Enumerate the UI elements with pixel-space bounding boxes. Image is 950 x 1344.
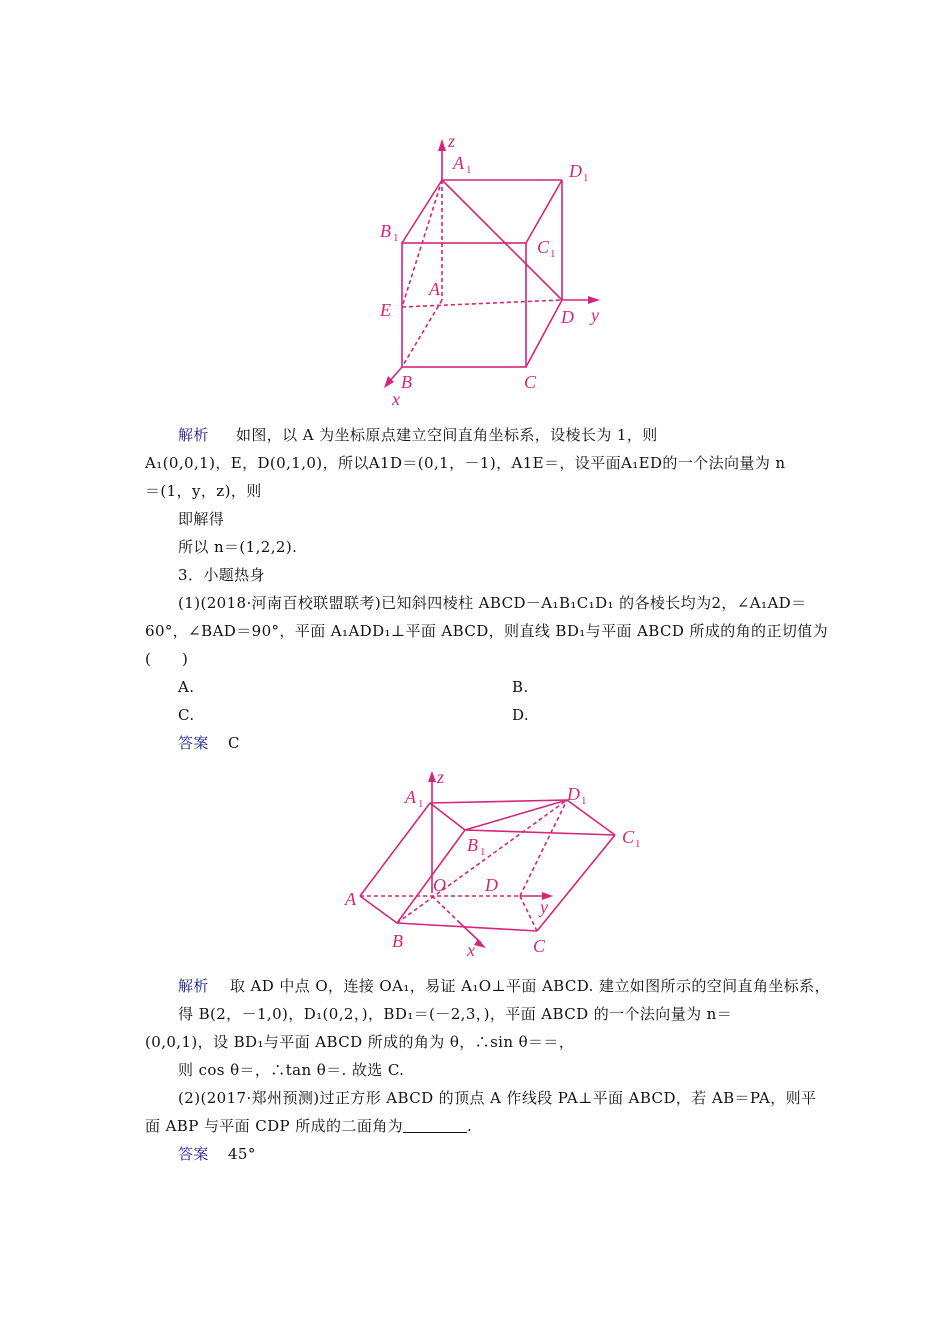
solution1-line3: ＝(1，y，z)，则: [145, 482, 262, 500]
question2-line2: [145, 1116, 472, 1136]
fig1-z-label: z: [448, 131, 456, 151]
fig2-B-label: B: [392, 931, 403, 951]
solution1-label: 解析: [178, 426, 209, 444]
section-title: 3．小题热身: [178, 566, 265, 584]
fig1-C-label: C: [524, 372, 537, 392]
cube-diagram: [362, 125, 620, 410]
fig2-B1-sub: 1: [480, 846, 486, 858]
prism-figure: [335, 763, 647, 963]
option-a: A.: [178, 678, 195, 696]
solution1-line5: 所以 n＝(1,2,2).: [178, 538, 298, 556]
answer2-value: 45°: [227, 1145, 256, 1163]
cube-figure: [362, 125, 620, 410]
fig1-y-label: y: [591, 305, 599, 325]
fig2-A1-label: A: [405, 787, 416, 807]
fig2-C-label: C: [533, 936, 546, 956]
solution1-line1: [178, 425, 658, 445]
solution2-line1: [178, 976, 830, 996]
fig1-B-label: B: [401, 372, 412, 392]
solution1-line2: A₁(0,0,1)，E，D(0,1,0)，所以A1D＝(0,1，－1)，A1E＝，设平面A₁ED的一个法向量为 n: [145, 454, 786, 472]
solution2-label: 解析: [178, 977, 209, 995]
fig2-B1-label: B: [467, 835, 478, 855]
fig2-z-label: z: [437, 767, 445, 787]
fig2-O-label: O: [433, 875, 446, 895]
prism-diagram: [335, 763, 647, 963]
fig2-y-label: y: [540, 897, 548, 917]
solution2-line3: (0,0,1)，设 BD₁与平面 ABCD 所成的角为 θ，∴sin θ＝＝，: [145, 1033, 575, 1051]
fig2-D-label: D: [485, 875, 498, 895]
solution2-line4: 则 cos θ＝，∴tan θ＝. 故选 C.: [178, 1061, 405, 1079]
answer1-value: C: [227, 734, 240, 752]
fig1-A-label: A: [429, 279, 440, 299]
question2-line2-end: .: [467, 1117, 473, 1135]
fig2-D1-label: D: [567, 784, 580, 804]
fig2-A-label: A: [345, 889, 356, 909]
question1-line3: ( ): [145, 650, 189, 668]
question2-answer: [178, 1144, 256, 1164]
fig2-D1-sub: 1: [581, 795, 587, 807]
fig1-A1-sub: 1: [466, 164, 472, 176]
fig1-B1-sub: 1: [393, 232, 399, 244]
fig2-x-label: x: [467, 940, 475, 960]
option-b: B.: [512, 678, 529, 696]
answer1-label: 答案: [178, 734, 209, 752]
solution2-text1: 取 AD 中点 O，连接 OA₁，易证 A₁O⊥平面 ABCD. 建立如图所示的空间直角坐标系，: [229, 977, 830, 995]
fig1-D1-label: D: [569, 161, 582, 181]
fig1-D-label: D: [561, 307, 574, 327]
fig1-B1-label: B: [380, 221, 391, 241]
option-c: C.: [178, 706, 195, 724]
question2-line1: (2)(2017·郑州预测)过正方形 ABCD 的顶点 A 作线段 PA⊥平面 ABCD，若 AB＝PA，则平: [178, 1089, 817, 1107]
fig1-C1-label: C: [537, 237, 550, 257]
fig1-E-label: E: [380, 300, 391, 320]
answer2-label: 答案: [178, 1145, 209, 1163]
solution1-line4: 即解得: [178, 510, 225, 528]
fig1-A1-label: A: [453, 153, 464, 173]
fig1-D1-sub: 1: [583, 172, 589, 184]
option-d: D.: [512, 706, 530, 724]
solution2-line2: 得 B(2，－1,0)，D₁(0,2，)，BD₁＝(－2,3，)，平面 ABCD 的一个法向量为 n＝: [178, 1005, 733, 1023]
fig2-C1-label: C: [622, 827, 635, 847]
solution1-text1: 如图，以 A 为坐标原点建立空间直角坐标系，设棱长为 1，则: [235, 426, 658, 444]
question2-text2: 面 ABP 与平面 CDP 所成的二面角为: [145, 1117, 404, 1135]
question1-answer: [178, 733, 240, 753]
question1-line2: 60°，∠BAD＝90°，平面 A₁ADD₁⊥平面 ABCD，则直线 BD₁与平面 ABCD 所成的角的正切值为: [145, 622, 829, 640]
fig1-x-label: x: [392, 389, 400, 409]
answer-blank: [403, 1118, 467, 1133]
fig1-C1-sub: 1: [550, 248, 556, 260]
fig2-A1-sub: 1: [418, 798, 424, 810]
fig2-C1-sub: 1: [635, 838, 641, 850]
question1-line1: (1)(2018·河南百校联盟联考)已知斜四棱柱 ABCD－A₁B₁C₁D₁ 的各棱长均为2，∠A₁AD＝: [178, 594, 807, 612]
